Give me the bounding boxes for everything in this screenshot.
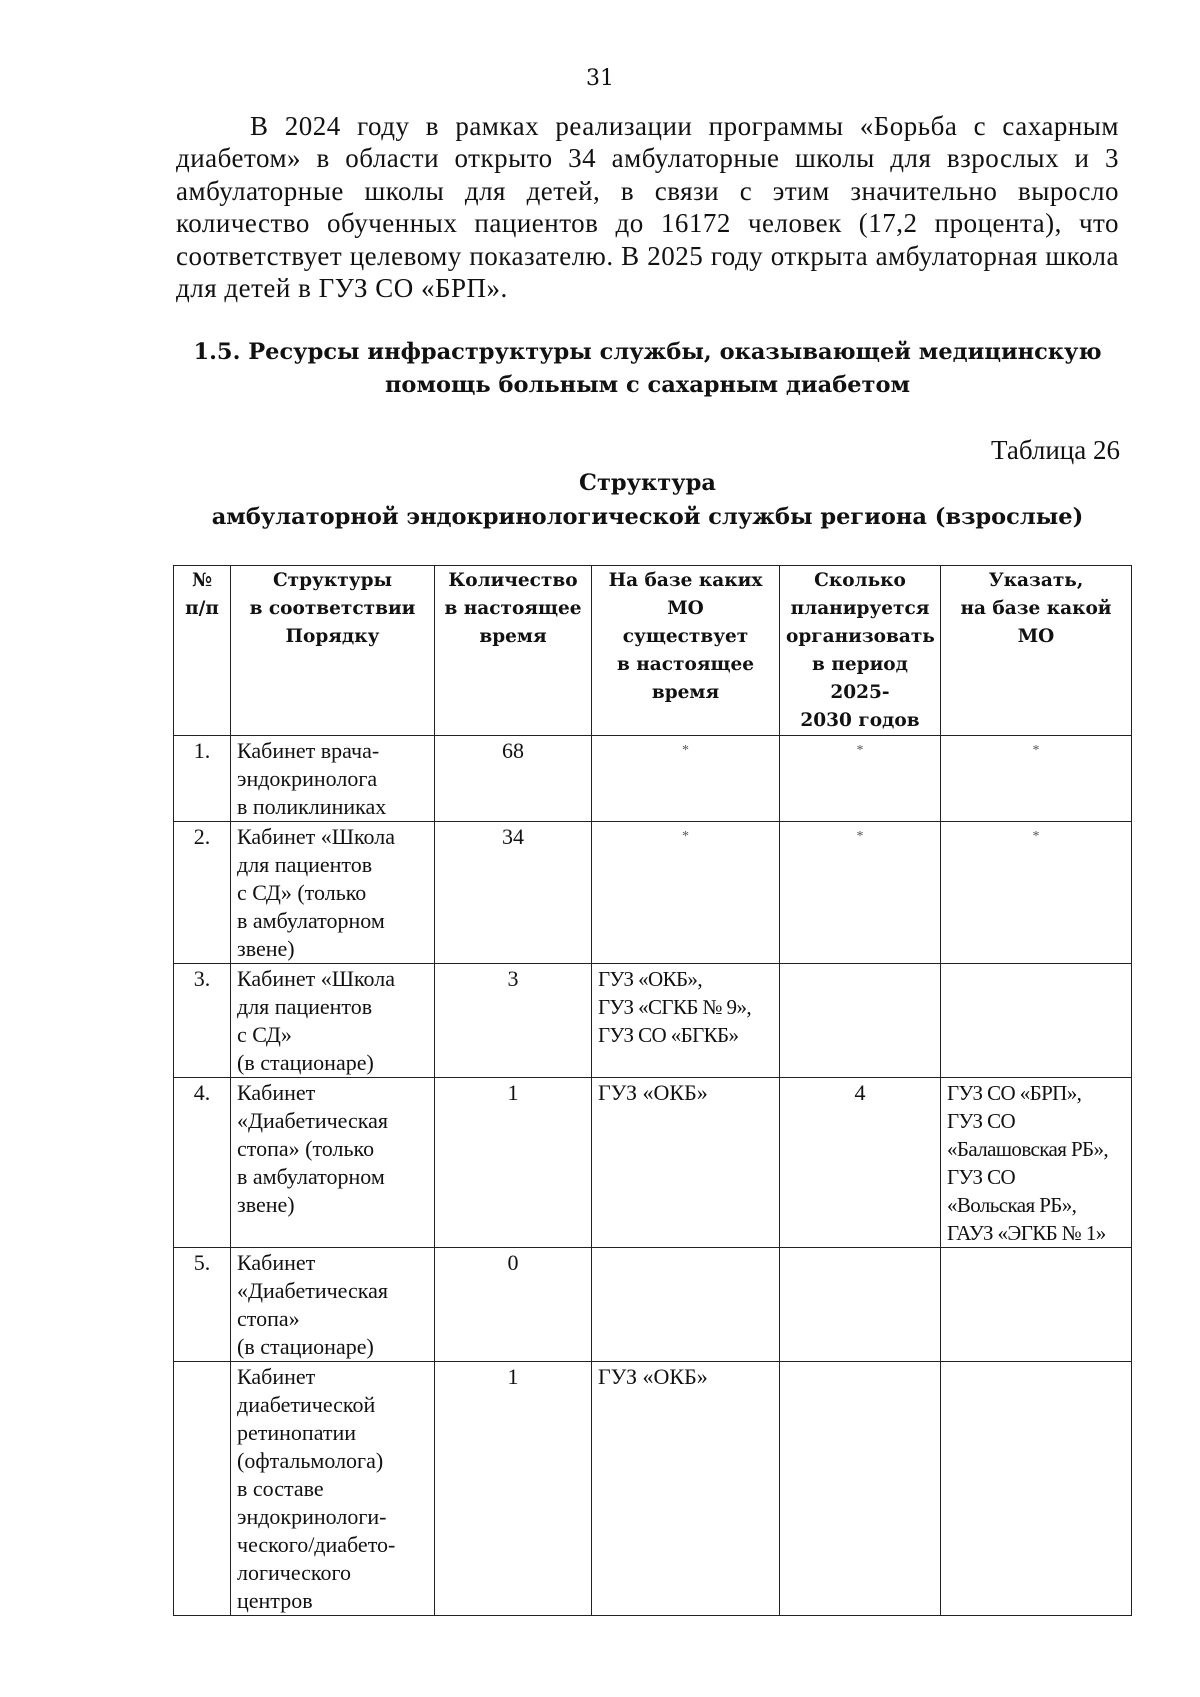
table-row <box>174 964 1132 1078</box>
cell-line: организовать <box>786 626 935 647</box>
section-heading-line: помощь больным с сахарным диабетом <box>384 372 911 398</box>
cell-line: * <box>1032 829 1040 844</box>
cell-planned <box>780 1248 941 1362</box>
cell-where <box>941 1362 1132 1616</box>
cell-line: Кабинет <box>237 1080 316 1105</box>
cell-line: ГУЗ «ОКБ», <box>598 967 702 991</box>
cell-line: МО <box>1017 626 1055 647</box>
cell-line: звене) <box>237 1192 295 1217</box>
cell-line: № <box>191 570 213 591</box>
cell-line: для пациентов <box>237 994 373 1019</box>
cell-quantity: 1 <box>435 1078 592 1248</box>
cell-line: диабетической <box>237 1392 376 1417</box>
table-row <box>174 822 1132 964</box>
header-base <box>592 566 780 736</box>
table-header-row <box>174 566 1132 736</box>
cell-base <box>592 1362 780 1616</box>
cell-quantity: 0 <box>435 1248 592 1362</box>
cell-base <box>592 822 780 964</box>
cell-line: На базе каких <box>608 570 763 591</box>
body-paragraph: В 2024 году в рамках реализации программы «Борьба с сахарным диабетом» в области открыто 34 амбулаторные школы для взрослых и 3 амбулаторные школы для детей, в связи с этим значительно выросло количество обученных пациентов до 16172 человек (17,2 процента), что соответствует целевому показателю. В 2025 году открыта амбулаторная школа для детей в ГУЗ СО «БРП». <box>176 111 1119 304</box>
cell-line: «Диабетическая <box>237 1278 388 1303</box>
cell-line: для пациентов <box>237 852 373 877</box>
cell-line: ГУЗ «ОКБ» <box>598 1080 708 1105</box>
header-where <box>941 566 1132 736</box>
cell-line: в настоящее <box>444 598 582 619</box>
cell-planned <box>780 964 941 1078</box>
cell-line: ретинопатии <box>237 1420 357 1445</box>
cell-line: 2030 годов <box>800 710 920 731</box>
cell-line: п/п <box>185 598 219 619</box>
cell-line: Порядку <box>285 626 380 647</box>
cell-where <box>941 964 1132 1078</box>
cell-line: время <box>651 682 720 703</box>
table-label: Таблица 26 <box>991 435 1120 465</box>
cell-line: * <box>682 829 689 844</box>
cell-line: в составе <box>237 1476 324 1501</box>
section-heading <box>176 336 1119 402</box>
cell-planned: 4 <box>780 1078 941 1248</box>
cell-line: «Балашовская РБ», <box>947 1137 1109 1161</box>
structure-table <box>173 565 1132 1616</box>
cell-line: с СД» <box>237 1022 292 1047</box>
cell-structure <box>231 964 435 1078</box>
cell-line: с СД» (только <box>237 880 367 905</box>
cell-line: Кабинет «Школа <box>237 824 395 849</box>
cell-line: (в стационаре) <box>237 1050 374 1075</box>
cell-planned: * <box>780 822 941 964</box>
cell-line: «Диабетическая <box>237 1108 388 1133</box>
table-row <box>174 1248 1132 1362</box>
cell-line: Кабинет «Школа <box>237 966 395 991</box>
header-planned <box>780 566 941 736</box>
cell-num <box>174 1362 231 1616</box>
cell-quantity: 1 <box>435 1362 592 1616</box>
cell-base <box>592 736 780 822</box>
cell-line: в настоящее <box>616 654 755 675</box>
table-title <box>176 466 1119 534</box>
cell-base <box>592 1078 780 1248</box>
cell-line: ГУЗ «СГКБ № 9», <box>598 995 752 1019</box>
cell-line: эндокринологи- <box>237 1504 387 1529</box>
cell-line: «Вольская РБ», <box>947 1193 1077 1217</box>
cell-planned: * <box>780 736 941 822</box>
cell-line: время <box>479 626 547 647</box>
cell-where <box>941 1078 1132 1248</box>
cell-structure <box>231 736 435 822</box>
table-title-line: амбулаторной эндокринологической службы региона (взрослые) <box>211 504 1084 530</box>
page-number: 31 <box>586 66 614 91</box>
table-row <box>174 1078 1132 1248</box>
cell-line: ГАУЗ «ЭГКБ № 1» <box>947 1221 1106 1245</box>
cell-line: центров <box>237 1588 313 1613</box>
cell-line: Количество <box>448 570 578 591</box>
cell-line: ческого/диабето- <box>237 1532 396 1557</box>
cell-line: логического <box>237 1560 351 1585</box>
cell-num: 4. <box>174 1078 231 1248</box>
cell-structure <box>231 1362 435 1616</box>
cell-line: Сколько <box>814 570 906 591</box>
table-title-line: Структура <box>579 470 716 496</box>
cell-line: в амбулаторном <box>237 908 385 933</box>
header-structure <box>231 566 435 736</box>
cell-line: планируется <box>790 598 930 619</box>
cell-line: Кабинет врача- <box>237 738 380 763</box>
cell-line: стопа» <box>237 1306 300 1331</box>
cell-num: 2. <box>174 822 231 964</box>
cell-quantity: 68 <box>435 736 592 822</box>
cell-line: ГУЗ СО «БГКБ» <box>598 1023 739 1047</box>
cell-quantity: 3 <box>435 964 592 1078</box>
cell-line: (в стационаре) <box>237 1334 374 1359</box>
cell-line: на базе какой <box>960 598 1112 619</box>
cell-num: 1. <box>174 736 231 822</box>
cell-line: (офтальмолога) <box>237 1448 384 1473</box>
cell-structure <box>231 1078 435 1248</box>
cell-num: 5. <box>174 1248 231 1362</box>
cell-num: 3. <box>174 964 231 1078</box>
cell-line: * <box>1032 743 1040 758</box>
cell-base <box>592 1248 780 1362</box>
cell-base <box>592 964 780 1078</box>
section-heading-line: 1.5. Ресурсы инфраструктуры службы, оказывающей медицинскую <box>193 339 1102 365</box>
table-row <box>174 736 1132 822</box>
cell-where <box>941 1248 1132 1362</box>
cell-quantity: 34 <box>435 822 592 964</box>
cell-line: Кабинет <box>237 1364 316 1389</box>
cell-line: в поликлиниках <box>237 794 387 819</box>
header-num <box>174 566 231 736</box>
cell-line: в соответствии <box>249 598 416 619</box>
cell-line: в амбулаторном <box>237 1164 385 1189</box>
cell-line: ГУЗ СО «БРП», <box>947 1081 1082 1105</box>
cell-line: Указать, <box>988 570 1084 591</box>
cell-structure <box>231 822 435 964</box>
table-row <box>174 1362 1132 1616</box>
cell-planned <box>780 1362 941 1616</box>
cell-line: стопа» (только <box>237 1136 375 1161</box>
cell-line: МО <box>667 598 704 619</box>
cell-line: звене) <box>237 936 295 961</box>
cell-line: эндокринолога <box>237 766 378 791</box>
cell-structure <box>231 1248 435 1362</box>
cell-where <box>941 736 1132 822</box>
cell-line: ГУЗ СО <box>947 1109 1016 1133</box>
cell-line: ГУЗ «ОКБ» <box>598 1364 708 1389</box>
cell-line: существует <box>622 626 749 647</box>
cell-where <box>941 822 1132 964</box>
header-quantity <box>435 566 592 736</box>
cell-line: в период 2025- <box>812 654 908 703</box>
cell-line: * <box>682 743 689 758</box>
cell-line: Структуры <box>272 570 393 591</box>
cell-line: ГУЗ СО <box>947 1165 1016 1189</box>
cell-line: Кабинет <box>237 1250 316 1275</box>
